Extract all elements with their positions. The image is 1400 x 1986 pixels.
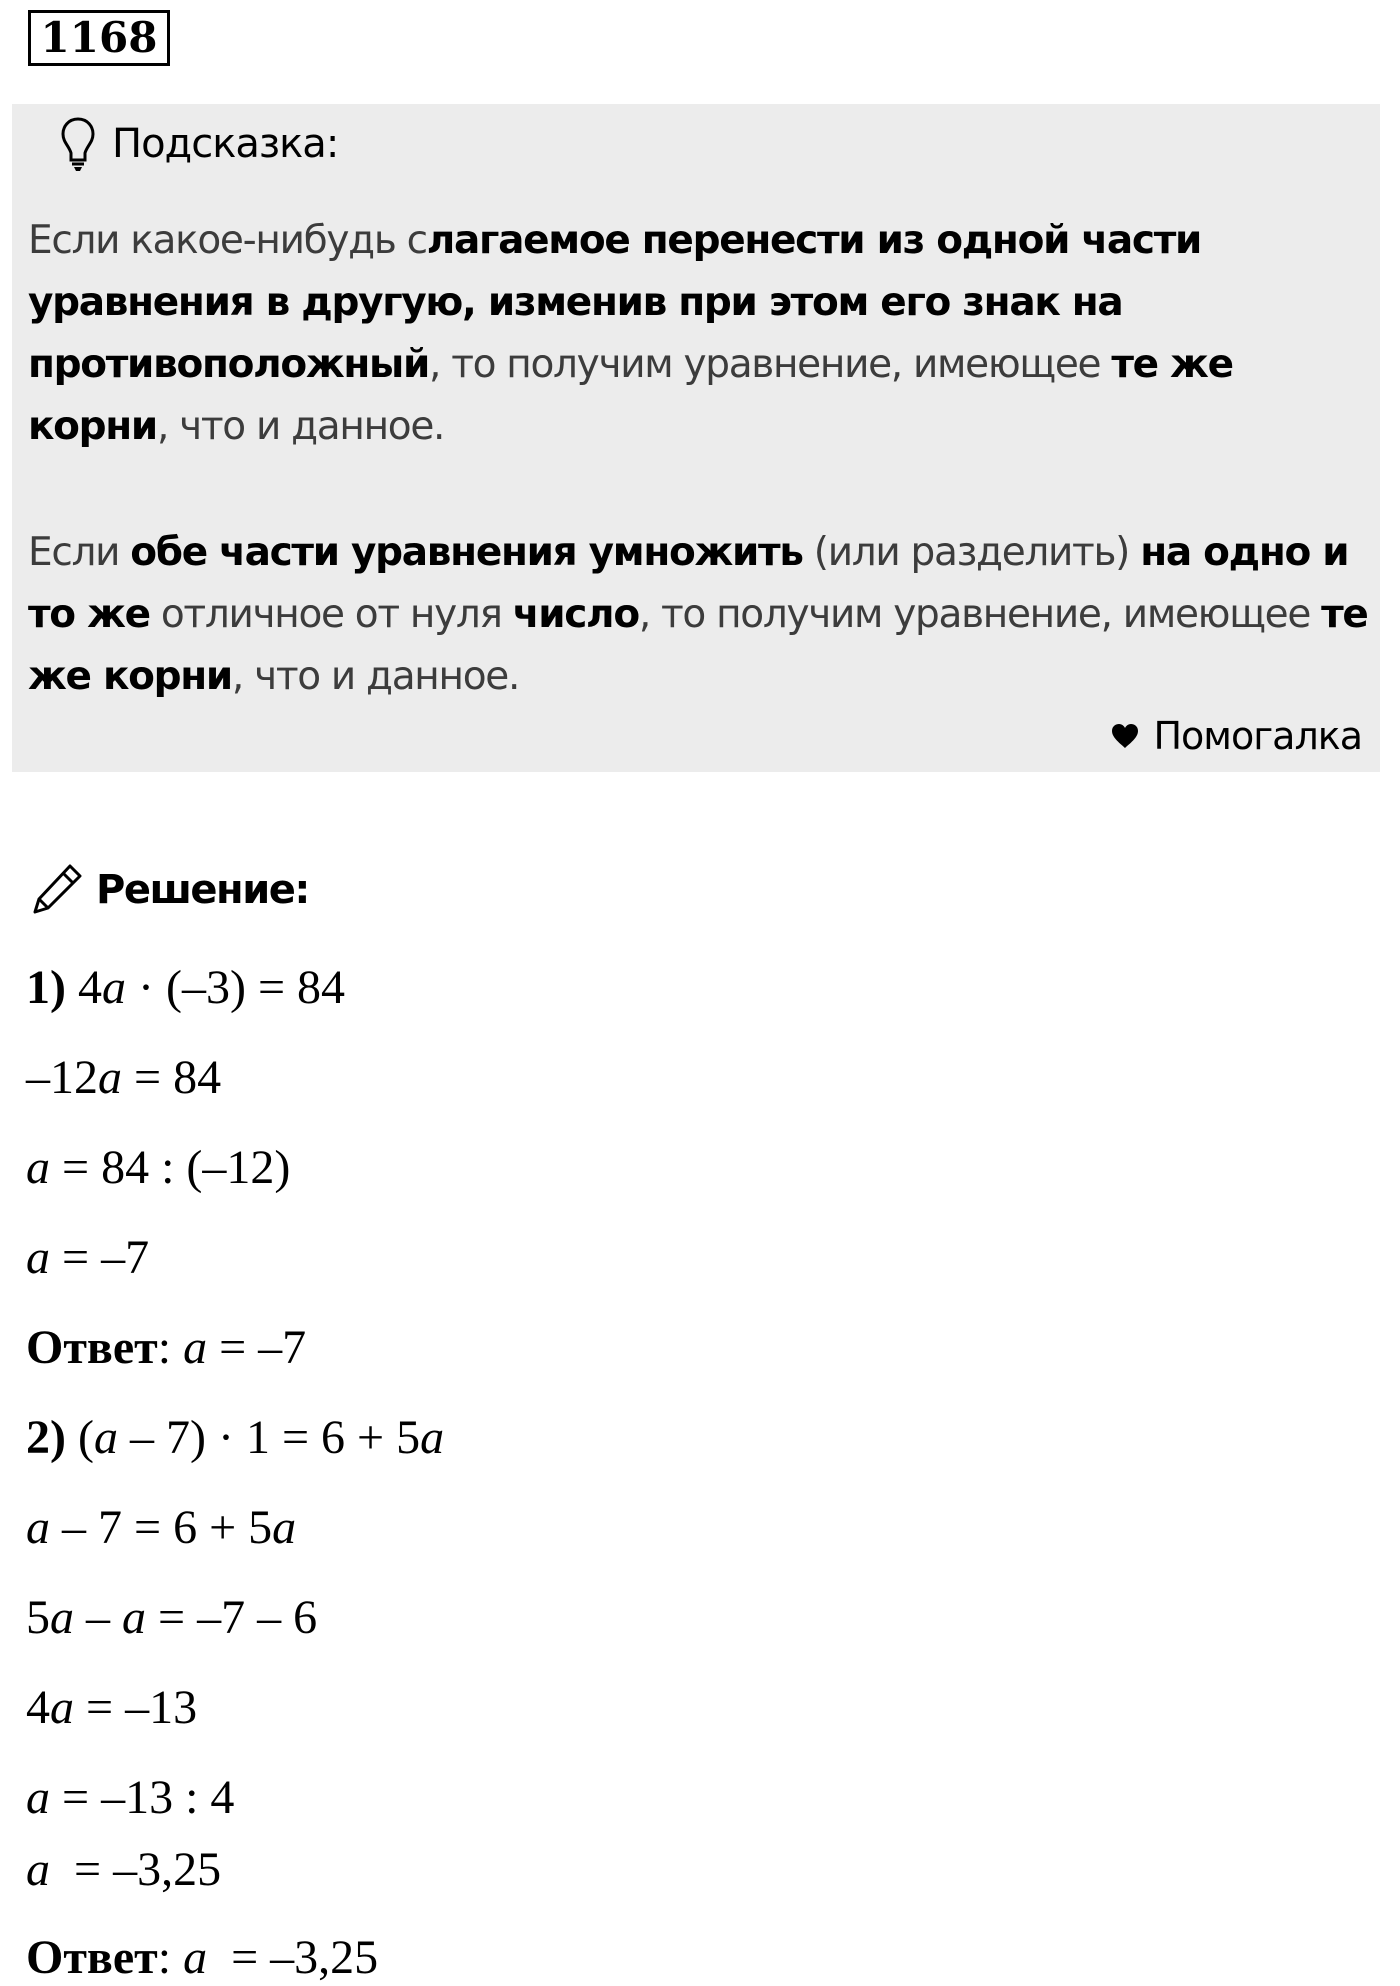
hint-paragraph-1: Если какое-нибудь слагаемое перенести из одной части уравнения в другую, изменив при этом его знак на противоположный, то получим уравнение, имеющее те же корни, что и данное. [28,218,1233,449]
equation-line: 4a = –13 [26,1681,198,1734]
pencil-icon [30,860,86,921]
source-label: Помогалка [1153,714,1362,758]
hint-title: Подсказка: [112,121,339,167]
hint-paragraph-2: Если обе части уравнения умножить (или разделить) на одно и то же отличное от нуля число, то получим уравнение, имеющее те же корни, что и данное. [28,530,1368,699]
solution-title: Решение: [96,867,309,913]
equation-line: a = –7 [26,1231,150,1284]
lightbulb-icon [60,116,96,172]
equation-line: 1) 4a · (–3) = 84 [26,961,346,1014]
equation-line: a = –13 : 4 [26,1771,235,1824]
equation-line: 2) (a – 7) · 1 = 6 + 5a [26,1411,445,1464]
equation-line: a – 7 = 6 + 5a [26,1501,297,1554]
answer-line: Ответ: a = –7 [26,1321,307,1374]
equation-line: a = 84 : (–12) [26,1141,291,1194]
source-credit [1111,714,1362,758]
answer-line: Ответ: a = –3,25 [26,1931,379,1984]
equation-line: 5a – a = –7 – 6 [26,1591,318,1644]
solution-header [30,858,309,922]
hint-header [60,112,338,176]
equation-line: –12a = 84 [26,1051,222,1104]
equation-line: a = –3,25 [26,1843,222,1896]
task-number: 1168 [28,10,170,66]
heart-icon [1111,723,1153,749]
